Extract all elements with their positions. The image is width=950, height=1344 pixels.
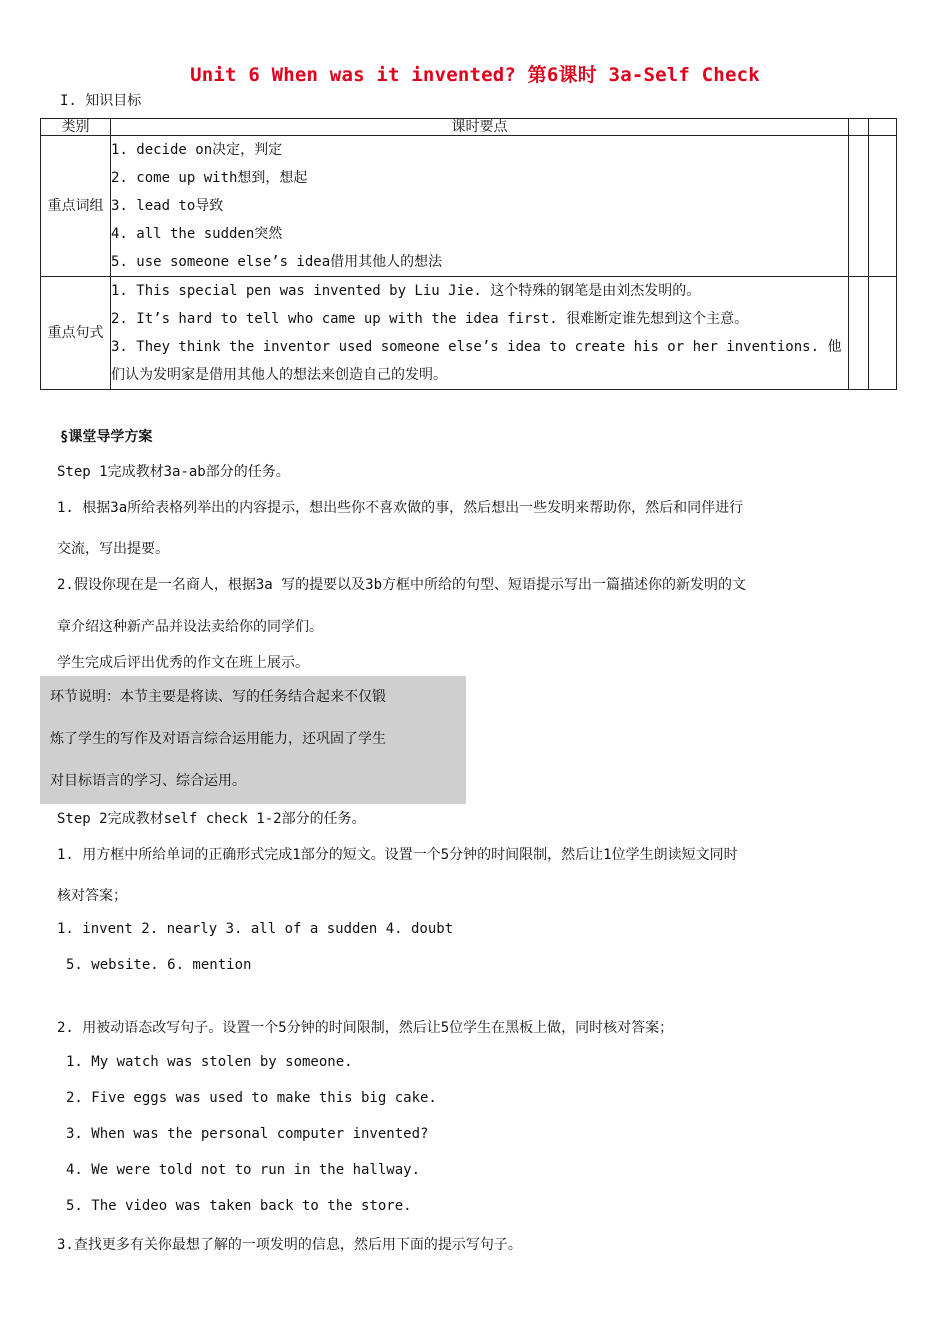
table-cell-empty — [869, 277, 897, 390]
list-item: 3. When was the personal computer invented? — [66, 1126, 429, 1142]
table-header-points: 课时要点 — [111, 119, 849, 136]
list-item: 1. This special pen was invented by Liu Jie. 这个特殊的钢笔是由刘杰发明的。 — [111, 283, 701, 299]
table-cell-empty — [849, 277, 869, 390]
list-item: 3. lead to导致 — [111, 198, 224, 214]
knowledge-table — [40, 118, 897, 390]
list-item: 5. The video was taken back to the store. — [66, 1198, 412, 1214]
step2-item3: 3.查找更多有关你最想了解的一项发明的信息，然后用下面的提示写句子。 — [57, 1237, 522, 1253]
table-cell-empty — [869, 136, 897, 277]
step1-item1-line2: 交流，写出提要。 — [57, 541, 169, 557]
table-header-row — [41, 119, 897, 136]
table-row — [41, 136, 897, 277]
step1-item1-line1: 1. 根据3a所给表格列举出的内容提示，想出些你不喜欢做的事，然后想出一些发明来帮助你，然后和同伴进行 — [57, 500, 744, 516]
list-item: 4. We were told not to run in the hallway. — [66, 1162, 421, 1178]
step1-item2-line1: 2.假设你现在是一名商人，根据3a 写的提要以及3b方框中所给的句型、短语提示写出一篇描述你的新发明的文 — [57, 577, 746, 593]
list-item: 1. decide on决定，判定 — [111, 142, 283, 158]
step2-answers1-line1: 1. invent 2. nearly 3. all of a sudden 4. doubt — [57, 921, 454, 937]
guide-heading: §课堂导学方案 — [60, 429, 153, 445]
step1-after: 学生完成后评出优秀的作文在班上展示。 — [57, 655, 309, 671]
step1-item2-line2: 章介绍这种新产品并设法卖给你的同学们。 — [57, 619, 323, 635]
list-item: 2. Five eggs was used to make this big cake. — [66, 1090, 437, 1106]
step2-item2: 2. 用被动语态改写句子。设置一个5分钟的时间限制，然后让5位学生在黑板上做，同时核对答案； — [57, 1020, 674, 1036]
table-header-empty-1 — [849, 119, 869, 136]
note-line: 对目标语言的学习、综合运用。 — [50, 773, 246, 789]
note-line: 环节说明：本节主要是将读、写的任务结合起来不仅锻 — [50, 689, 386, 705]
list-item: 3. They think the inventor used someone else’s idea to create his or her inventions. 他们认为发明家是借用其他人的想法来创造自己的发明。 — [111, 339, 842, 383]
page-title: Unit 6 When was it invented? 第6课时 3a-Self Check — [190, 64, 760, 86]
list-item: 5. use someone else’s idea借用其他人的想法 — [111, 254, 443, 270]
list-item: 2. come up with想到，想起 — [111, 170, 308, 186]
note-box — [40, 676, 466, 804]
table-cell-category: 重点句式 — [41, 277, 111, 390]
list-item: 4. all the sudden突然 — [111, 226, 283, 242]
step2-answers1-line2: 5. website. 6. mention — [66, 957, 252, 973]
table-cell-empty — [849, 136, 869, 277]
table-header-empty-2 — [869, 119, 897, 136]
list-item: 2. It’s hard to tell who came up with the idea first. 很难断定谁先想到这个主意。 — [111, 311, 749, 327]
table-cell-category: 重点词组 — [41, 136, 111, 277]
step2-item1-line1: 1. 用方框中所给单词的正确形式完成1部分的短文。设置一个5分钟的时间限制，然后让1位学生朗读短文同时 — [57, 847, 738, 863]
table-cell-points — [111, 277, 849, 390]
section-heading-knowledge: I. 知识目标 — [60, 93, 142, 109]
step2-item1-line2: 核对答案； — [57, 888, 127, 904]
table-cell-points — [111, 136, 849, 277]
table-row — [41, 277, 897, 390]
step1-title: Step 1完成教材3a-ab部分的任务。 — [57, 464, 290, 480]
table-header-category: 类别 — [41, 119, 111, 136]
note-line: 炼了学生的写作及对语言综合运用能力，还巩固了学生 — [50, 731, 386, 747]
list-item: 1. My watch was stolen by someone. — [66, 1054, 353, 1070]
step2-title: Step 2完成教材self check 1-2部分的任务。 — [57, 811, 366, 827]
